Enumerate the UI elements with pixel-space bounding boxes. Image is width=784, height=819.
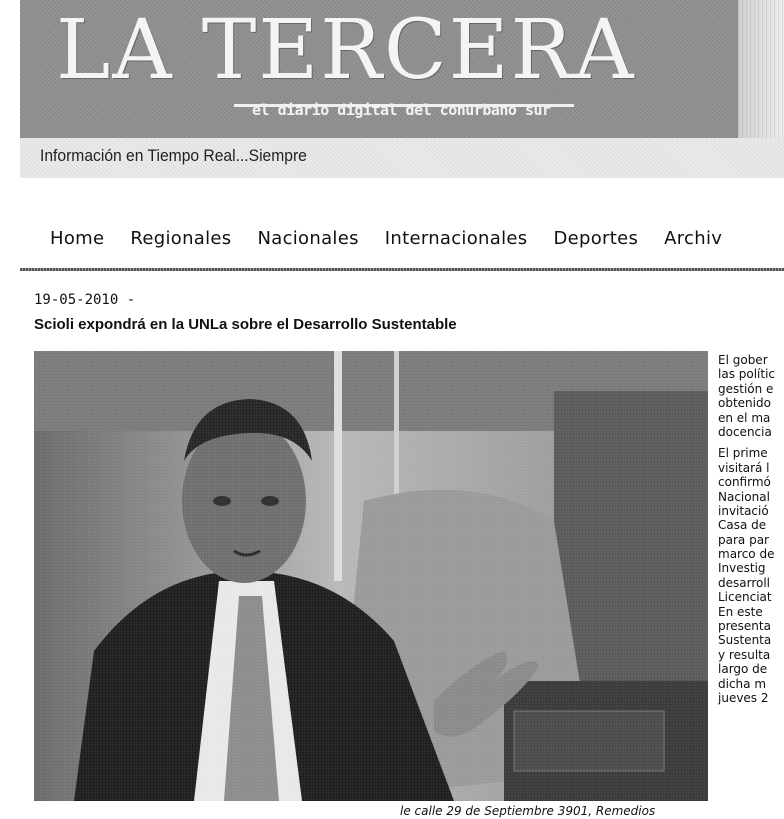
body-line: docencia (718, 424, 772, 439)
body-line: En este (718, 604, 763, 619)
body-line: Sustenta (718, 633, 772, 648)
article-paragraph-1 (718, 353, 784, 439)
body-line: El prime (718, 446, 768, 461)
nav-item-regionales[interactable]: Regionales (130, 228, 232, 249)
body-line: y resulta (718, 647, 771, 662)
article-date: 19-05-2010 - (34, 292, 136, 308)
body-line: Investig (718, 561, 766, 576)
banner-edge-image (738, 0, 784, 138)
body-line: largo de (718, 662, 768, 677)
nav-item-archivo[interactable]: Archiv (664, 228, 723, 249)
article-headline[interactable]: Scioli expondrá en la UNLa sobre el Desarrollo Sustentable (34, 316, 457, 333)
article-photo-illustration (34, 351, 708, 801)
body-line: obtenido (718, 396, 771, 411)
nav-item-internacionales[interactable]: Internacionales (384, 228, 528, 249)
body-line: gestión e (718, 381, 774, 396)
body-line: desarroll (718, 575, 771, 590)
body-line: Casa de (718, 518, 767, 533)
body-line: confirmó (718, 475, 771, 490)
nav-item-deportes[interactable]: Deportes (553, 228, 639, 249)
body-line: las polític (718, 367, 776, 382)
body-line: El gober (718, 353, 768, 367)
body-line: visitará l (718, 460, 770, 475)
article-paragraph-2 (718, 446, 784, 705)
nav-item-nacionales[interactable]: Nacionales (257, 228, 359, 249)
body-line: Licenciat (718, 590, 772, 605)
body-line: invitació (718, 503, 769, 518)
site-tagline: el diario digital del conurbano sur (252, 101, 551, 119)
body-line: jueves 2 (718, 690, 769, 705)
article-photo (34, 351, 708, 801)
body-line: Nacional (718, 489, 770, 504)
nav-divider (20, 268, 784, 271)
main-nav (50, 228, 722, 256)
body-line: para par (718, 532, 769, 547)
nav-item-home[interactable]: Home (50, 228, 105, 249)
body-line: dicha m (718, 676, 767, 691)
body-line: en el ma (718, 410, 771, 425)
article-tail-line: le calle 29 de Septiembre 3901, Remedios (400, 804, 656, 818)
site-subhead: Información en Tiempo Real...Siempre (40, 146, 307, 165)
site-logo[interactable]: LA TERCERA (56, 3, 636, 98)
masthead-banner (20, 0, 784, 138)
article-body (718, 353, 784, 712)
body-line: marco de (718, 547, 775, 562)
body-line: presenta (718, 619, 771, 634)
